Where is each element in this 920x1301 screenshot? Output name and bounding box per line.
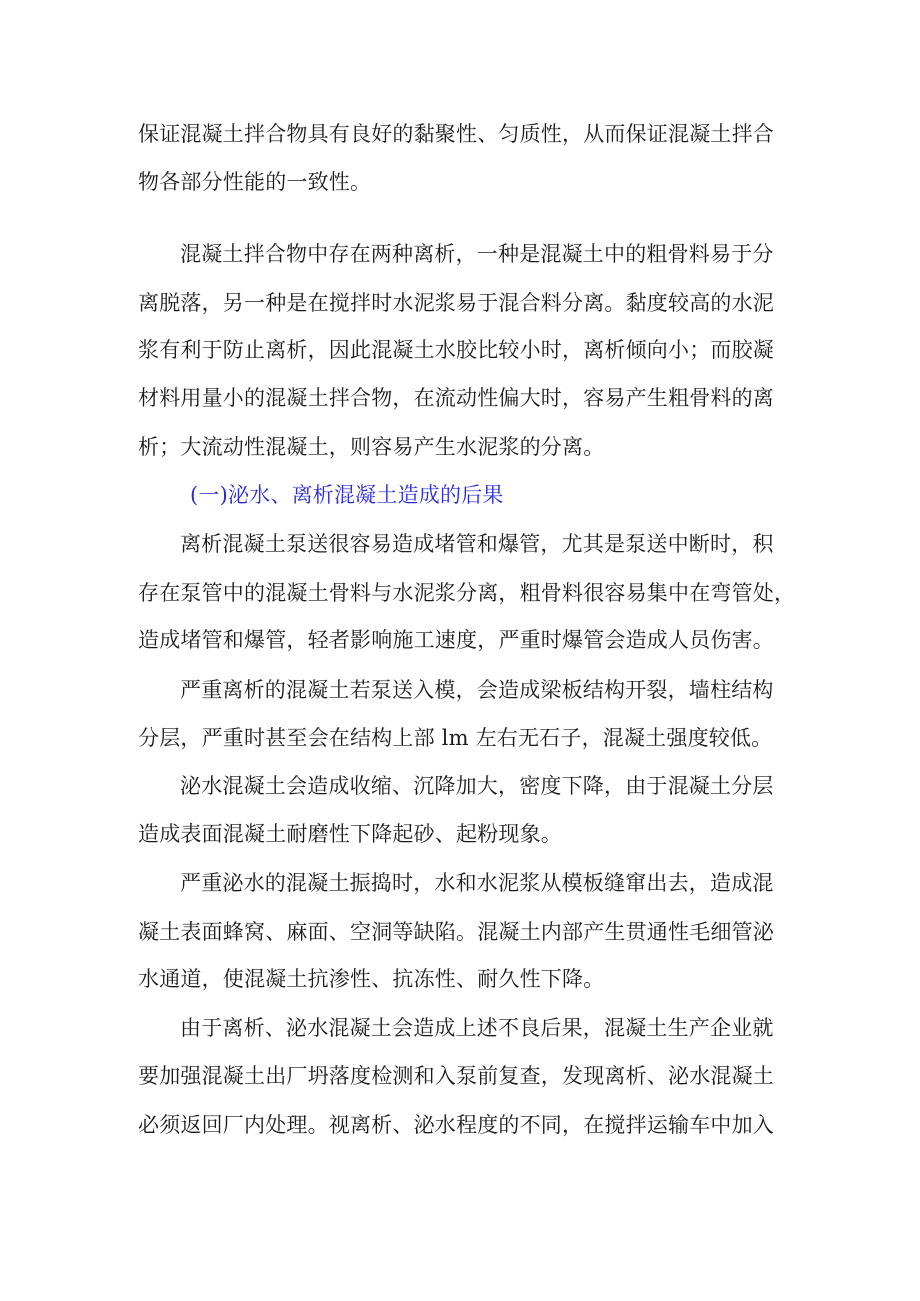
section-heading: (一)泌水、离析混凝土造成的后果 (190, 483, 504, 507)
text-line: 水通道，使混凝土抗渗性、抗冻性、耐久性下降。 (138, 967, 605, 991)
text-line: 浆有利于防止离析，因此混凝土水胶比较小时，离析倾向小；而胶凝 (138, 338, 774, 362)
text-line: 造成堵管和爆管，轻者影响施工速度，严重时爆管会造成人员伤害。 (138, 628, 774, 652)
text-line: 由于离析、泌水混凝土会造成上述不良后果，混凝土生产企业就 (180, 1016, 774, 1040)
text-line: 凝土表面蜂窝、麻面、空洞等缺陷。混凝土内部产生贯通性毛细管泌 (138, 920, 774, 944)
text-line: 离析混凝土泵送很容易造成堵管和爆管，尤其是泵送中断时，积 (180, 532, 774, 556)
text-line: 混凝土拌合物中存在两种离析，一种是混凝土中的粗骨料易于分 (180, 242, 774, 266)
text-line: 严重泌水的混凝土振捣时，水和水泥浆从模板缝窜出去，造成混 (180, 871, 774, 895)
text-line: 分层，严重时甚至会在结构上部 lm 左右无石子，混凝土强度较低。 (138, 726, 773, 750)
text-line: 泌水混凝土会造成收缩、沉降加大，密度下降，由于混凝土分层 (180, 774, 774, 798)
text-line: 造成表面混凝土耐磨性下降起砂、起粉现象。 (138, 822, 562, 846)
text-line: 保证混凝土拌合物具有良好的黏聚性、匀质性，从而保证混凝土拌合 (138, 122, 774, 146)
text-line: 物各部分性能的一致性。 (138, 170, 372, 194)
text-line: 严重离析的混凝土若泵送入模，会造成梁板结构开裂，墙柱结构 (180, 678, 774, 702)
text-line: 存在泵管中的混凝土骨料与水泥浆分离，粗骨料很容易集中在弯管处， (138, 581, 796, 605)
text-line: 要加强混凝土出厂坍落度检测和入泵前复查，发现离析、泌水混凝土 (138, 1064, 774, 1088)
text-line: 离脱落，另一种是在搅拌时水泥浆易于混合料分离。黏度较高的水泥 (138, 291, 774, 315)
text-line: 析；大流动性混凝土，则容易产生水泥浆的分离。 (138, 435, 605, 459)
text-line: 材料用量小的混凝土拌合物，在流动性偏大时，容易产生粗骨料的离 (138, 386, 774, 410)
text-line: 必须返回厂内处理。视离析、泌水程度的不同，在搅拌运输车中加入 (138, 1113, 774, 1137)
